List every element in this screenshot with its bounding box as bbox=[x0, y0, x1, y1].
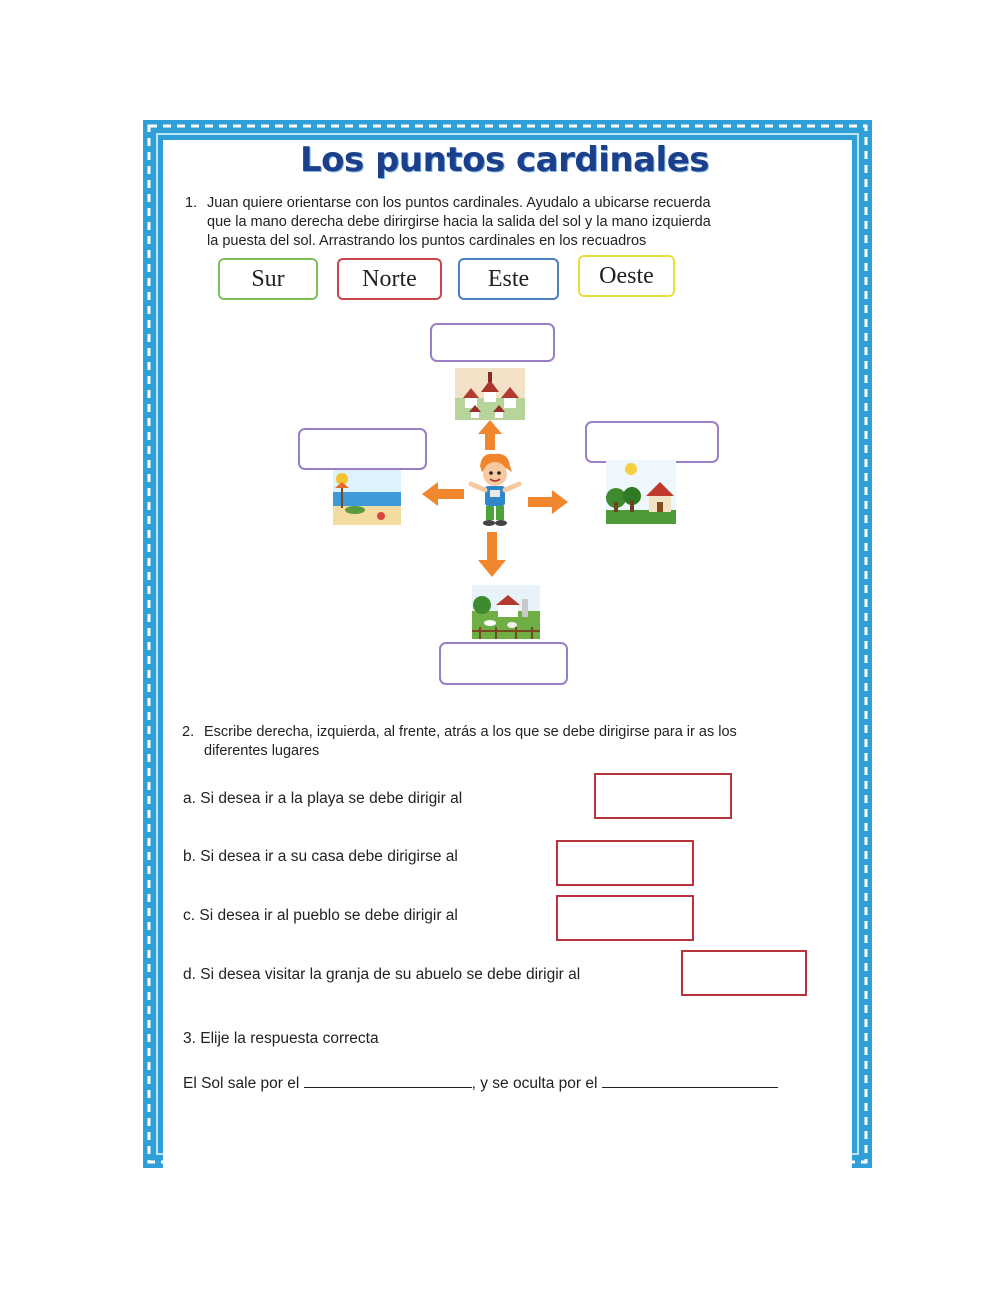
drop-box-bottom[interactable] bbox=[439, 642, 568, 685]
drop-box-left[interactable] bbox=[298, 428, 427, 470]
question-2-item-c: c. Si desea ir al pueblo se debe dirigir al bbox=[183, 907, 458, 924]
house-image bbox=[606, 460, 676, 524]
question-2-line: Escribe derecha, izquierda, al frente, atrás a los que se debe dirigirse para ir as los bbox=[204, 724, 737, 740]
question-3-heading: 3. Elije la respuesta correcta bbox=[183, 1030, 379, 1047]
answer-box-d[interactable] bbox=[681, 950, 807, 996]
boy-image bbox=[466, 450, 522, 528]
blank-sunrise[interactable] bbox=[304, 1073, 472, 1088]
question-3-part-1: El Sol sale por el bbox=[183, 1075, 300, 1092]
question-1-number: 1. bbox=[185, 195, 198, 211]
answer-box-a[interactable] bbox=[594, 773, 732, 819]
tag-sur[interactable]: Sur bbox=[218, 258, 318, 300]
blank-sunset[interactable] bbox=[602, 1073, 778, 1088]
arrow-left-icon bbox=[422, 482, 464, 506]
question-2-item-a: a. Si desea ir a la playa se debe dirigir al bbox=[183, 790, 463, 807]
beach-image bbox=[333, 470, 401, 525]
drop-box-top[interactable] bbox=[430, 323, 555, 362]
question-2-item-d: d. Si desea visitar la granja de su abuelo se debe dirigir al bbox=[183, 966, 581, 983]
question-1-line: la puesta del sol. Arrastrando los puntos cardinales en los recuadros bbox=[207, 233, 647, 249]
drop-box-right[interactable] bbox=[585, 421, 719, 463]
tag-oeste[interactable]: Oeste bbox=[578, 255, 675, 297]
question-2-item-b: b. Si desea ir a su casa debe dirigirse al bbox=[183, 848, 458, 865]
arrow-up-icon bbox=[478, 420, 502, 450]
question-1-line: Juan quiere orientarse con los puntos cardinales. Ayudalo a ubicarse recuerda bbox=[207, 195, 711, 211]
tag-norte[interactable]: Norte bbox=[337, 258, 442, 300]
arrow-down-icon bbox=[478, 532, 506, 577]
question-2 bbox=[182, 723, 814, 761]
question-2-number: 2. bbox=[182, 724, 195, 740]
question-1-line: que la mano derecha debe dirirgirse hacia la salida del sol y la mano izquierda bbox=[207, 214, 711, 230]
question-3-part-2: , y se oculta por el bbox=[471, 1075, 598, 1092]
arrow-right-icon bbox=[528, 490, 568, 514]
question-2-line: diferentes lugares bbox=[204, 743, 320, 759]
town-image bbox=[455, 368, 525, 420]
farm-image bbox=[472, 585, 540, 639]
question-1 bbox=[185, 194, 807, 251]
answer-box-c[interactable] bbox=[556, 895, 694, 941]
page-title: Los puntos cardinales bbox=[300, 140, 709, 180]
question-3-sentence bbox=[183, 1073, 778, 1093]
answer-box-b[interactable] bbox=[556, 840, 694, 886]
tag-este[interactable]: Este bbox=[458, 258, 559, 300]
